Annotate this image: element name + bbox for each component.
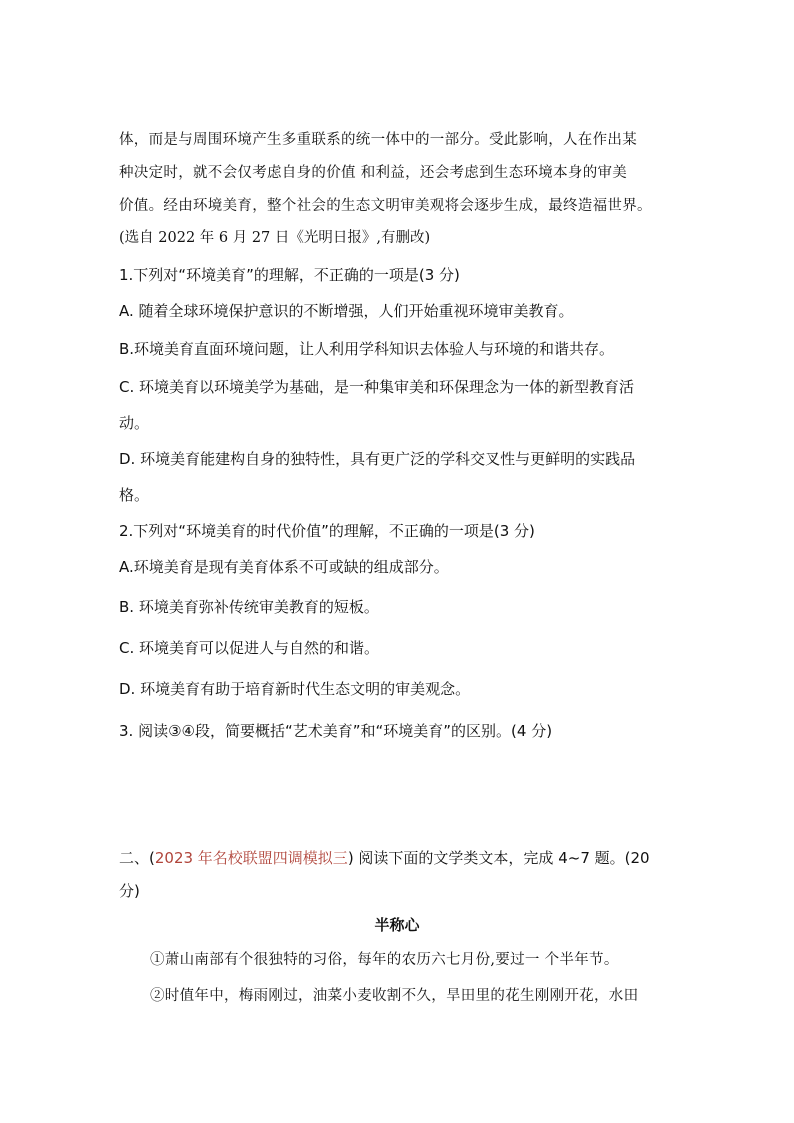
q3-stem: 3. 阅读③④段，简要概括“艺术美育”和“环境美育”的区别。(4 分) (119, 722, 553, 740)
passage-line-3: 价值。经由环境美育，整个社会的生态文明审美观将会逐步生成，最终造福世界。 (119, 198, 652, 214)
section2-source-highlight: 2023 年名校联盟四调模拟三 (154, 849, 348, 867)
q2-option-b: B. 环境美育弥补传统审美教育的短板。 (119, 598, 379, 616)
passage-line-2: 种决定时，就不会仅考虑自身的价值 和利益，还会考虑到生态环境本身的审美 (119, 165, 628, 181)
q1-stem: 1.下列对“环境美育”的理解，不正确的一项是(3 分) (119, 266, 460, 284)
q2-stem: 2.下列对“环境美育的时代价值”的理解，不正确的一项是(3 分) (119, 522, 535, 540)
q1-option-c-line2: 动。 (119, 414, 150, 432)
story-paragraph-1: ①萧山南部有个很独特的习俗，每年的农历六七月份,要过一 个半年节。 (150, 952, 619, 968)
story-title: 半称心 (374, 916, 420, 934)
q2-option-a: A.环境美育是现有美育体系不可或缺的组成部分。 (119, 558, 449, 576)
q1-option-c-line1: C. 环境美育以环境美学为基础，是一种集审美和环保理念为一体的新型教育活 (119, 378, 635, 396)
story-paragraph-2: ②时值年中，梅雨刚过，油菜小麦收割不久，旱田里的花生刚刚开花，水田 (150, 988, 639, 1004)
q2-option-d: D. 环境美育有助于培育新时代生态文明的审美观念。 (119, 680, 471, 698)
section2-heading-line2: 分) (119, 882, 140, 900)
section2-heading (119, 848, 650, 868)
q1-option-a: A. 随着全球环境保护意识的不断增强，人们开始重视环境审美教育。 (119, 302, 574, 320)
source-citation: (选自 2022 年 6 月 27 日《光明日报》,有删改) (119, 230, 431, 246)
passage-line-1: 体，而是与周围环境产生多重联系的统一体中的一部分。受此影响，人在作出某 (119, 132, 637, 148)
q1-option-b: B.环境美育直面环境问题，让人利用学科知识去体验人与环境的和谐共存。 (119, 340, 615, 358)
section2-prefix: 二、( (119, 849, 155, 867)
section2-suffix: ) 阅读下面的文学类文本，完成 4~7 题。(20 (347, 849, 650, 867)
q1-option-d-line2: 格。 (119, 486, 150, 504)
q1-option-d-line1: D. 环境美育能建构自身的独特性，具有更广泛的学科交叉性与更鲜明的实践品 (119, 450, 636, 468)
q2-option-c: C. 环境美育可以促进人与自然的和谐。 (119, 639, 380, 657)
